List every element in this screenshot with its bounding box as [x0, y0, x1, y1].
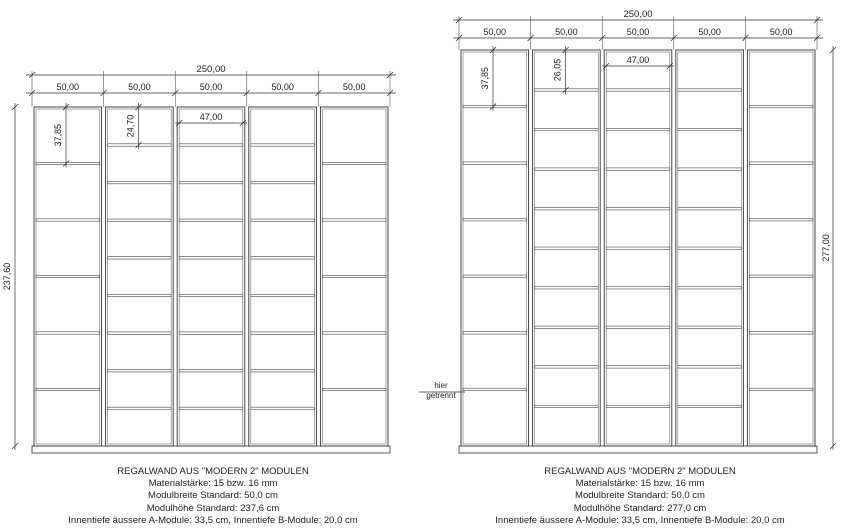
shelf-board	[749, 275, 813, 277]
b-cell-height-label: 26,05	[552, 58, 563, 82]
right-shelf-elevation	[419, 9, 836, 453]
shelf-board	[606, 207, 670, 209]
shelf-board	[322, 219, 386, 221]
overall-width-label: 250,00	[196, 64, 226, 75]
b-module	[604, 50, 672, 446]
left-caption-title: REGALWAND AUS "MODERN 2" MODULEN	[117, 466, 309, 477]
shelf-board	[535, 405, 599, 407]
shelf-board	[179, 294, 243, 296]
module-width-label: 50,00	[769, 27, 793, 37]
right-caption	[460, 466, 820, 527]
shelf-board	[678, 366, 742, 368]
module-inner-edge	[463, 52, 527, 444]
shelf-board	[179, 370, 243, 372]
shelf-board	[606, 89, 670, 91]
shelf-board	[535, 326, 599, 328]
module-width-label: 50,00	[271, 82, 294, 92]
shelf-board	[36, 388, 100, 390]
right-caption-title: REGALWAND AUS "MODERN 2" MODULEN	[544, 466, 736, 477]
shelf-board	[606, 168, 670, 170]
shelf-board	[463, 105, 527, 107]
shelf-board	[322, 162, 386, 164]
shelf-board	[108, 294, 172, 296]
shelf-board	[606, 287, 670, 289]
shelf-board	[251, 332, 315, 334]
shelf-board	[179, 332, 243, 334]
shelf-board	[251, 257, 315, 259]
b-module	[533, 50, 601, 446]
left-caption-inner-depth: Innentiefe äussere A-Module: 33,5 cm, Innentiefe B-Module: 20,0 cm	[68, 514, 358, 526]
shelf-board	[463, 275, 527, 277]
shelf-board	[678, 207, 742, 209]
left-shelf-elevation	[2, 64, 396, 453]
shelf-board	[463, 162, 527, 164]
shelf-board	[36, 162, 100, 164]
overall-height-label: 237,60	[2, 262, 12, 291]
overall-width-label: 250,00	[623, 9, 653, 20]
module-inner-edge	[179, 109, 243, 444]
shelf-board	[36, 275, 100, 277]
b-module	[249, 107, 317, 446]
module-inner-edge	[108, 109, 172, 444]
shelf-board	[251, 370, 315, 372]
shelf-board	[179, 181, 243, 183]
shelf-board	[179, 407, 243, 409]
split-note-label: hier	[434, 381, 448, 390]
module-width-label: 50,00	[199, 82, 223, 92]
shelf-board	[678, 89, 742, 91]
shelf-board	[535, 366, 599, 368]
shelf-board	[36, 332, 100, 334]
shelf-board	[251, 144, 315, 146]
shelf-board	[678, 128, 742, 130]
shelf-board	[179, 257, 243, 259]
shelf-board	[749, 332, 813, 334]
a-module	[747, 50, 815, 446]
plinth	[459, 446, 817, 453]
b-cell-height-label: 24,70	[125, 114, 136, 138]
right-caption-module-width: Modulbreite Standard: 50,0 cm	[575, 490, 705, 502]
shelf-board	[535, 128, 599, 130]
shelf-board	[535, 247, 599, 249]
shelf-board	[678, 326, 742, 328]
module-width-label: 50,00	[56, 82, 80, 92]
shelf-board	[322, 332, 386, 334]
shelf-board	[535, 168, 599, 170]
shelf-board	[251, 219, 315, 221]
shelf-board	[606, 326, 670, 328]
shelf-board	[179, 144, 243, 146]
module-inner-edge	[749, 52, 813, 444]
shelf-board	[36, 219, 100, 221]
shelf-board	[108, 257, 172, 259]
shelf-board	[606, 128, 670, 130]
left-caption-module-width: Modulbreite Standard: 50,0 cm	[148, 490, 278, 502]
shelf-board	[678, 168, 742, 170]
right-caption-inner-depth: Innentiefe äussere A-Module: 33,5 cm, Innentiefe B-Module: 20,0 cm	[495, 514, 785, 526]
b-module	[676, 50, 744, 446]
module-inner-edge	[322, 109, 386, 444]
shelf-board	[749, 105, 813, 107]
inner-width-label: 47,00	[626, 55, 650, 65]
module-width-label: 50,00	[626, 27, 650, 37]
b-module	[177, 107, 245, 446]
shelf-board	[678, 287, 742, 289]
shelf-board	[322, 388, 386, 390]
right-caption-material: Materialstärke: 15 bzw. 16 mm	[575, 478, 705, 490]
module-width-label: 50,00	[128, 82, 151, 92]
shelf-board	[251, 407, 315, 409]
module-width-label: 50,00	[698, 27, 721, 37]
inner-width-label: 47,00	[199, 112, 223, 122]
module-inner-edge	[535, 52, 599, 444]
a-module	[320, 107, 388, 446]
shelf-board	[535, 287, 599, 289]
left-caption	[33, 466, 393, 527]
left-caption-module-height: Modulhöhe Standard: 237,6 cm	[146, 502, 280, 514]
shelf-board	[749, 162, 813, 164]
split-note-label: getrennt	[426, 391, 456, 400]
module-inner-edge	[606, 52, 670, 444]
overall-height-label: 277,00	[821, 234, 831, 262]
module-inner-edge	[678, 52, 742, 444]
shelf-board	[108, 219, 172, 221]
shelf-board	[463, 219, 527, 221]
shelf-board	[108, 370, 172, 372]
shelf-board	[535, 207, 599, 209]
shelf-board	[179, 219, 243, 221]
b-module	[106, 107, 174, 446]
shelf-board	[606, 405, 670, 407]
module-width-label: 50,00	[555, 27, 578, 37]
shelf-board	[463, 388, 527, 390]
shelf-board	[749, 388, 813, 390]
a-module	[34, 107, 102, 446]
plinth	[32, 446, 390, 453]
shelf-board	[108, 332, 172, 334]
a-cell-height-label: 37,85	[480, 67, 490, 90]
a-cell-height-label: 37,85	[53, 123, 63, 147]
shelf-board	[606, 247, 670, 249]
shelf-board	[678, 405, 742, 407]
module-inner-edge	[251, 109, 315, 444]
shelf-board	[108, 407, 172, 409]
shelf-board	[322, 275, 386, 277]
module-width-label: 50,00	[342, 82, 366, 92]
shelf-board	[678, 247, 742, 249]
shelf-board	[251, 294, 315, 296]
left-caption-material: Materialstärke: 15 bzw. 16 mm	[148, 478, 278, 490]
shelf-board	[108, 181, 172, 183]
module-width-label: 50,00	[483, 27, 507, 37]
module-inner-edge	[36, 109, 100, 444]
shelf-board	[463, 332, 527, 334]
shelf-board	[251, 181, 315, 183]
a-module	[461, 50, 529, 446]
shelf-board	[749, 219, 813, 221]
right-caption-module-height: Modulhöhe Standard: 277,0 cm	[573, 502, 707, 514]
shelf-board	[606, 366, 670, 368]
